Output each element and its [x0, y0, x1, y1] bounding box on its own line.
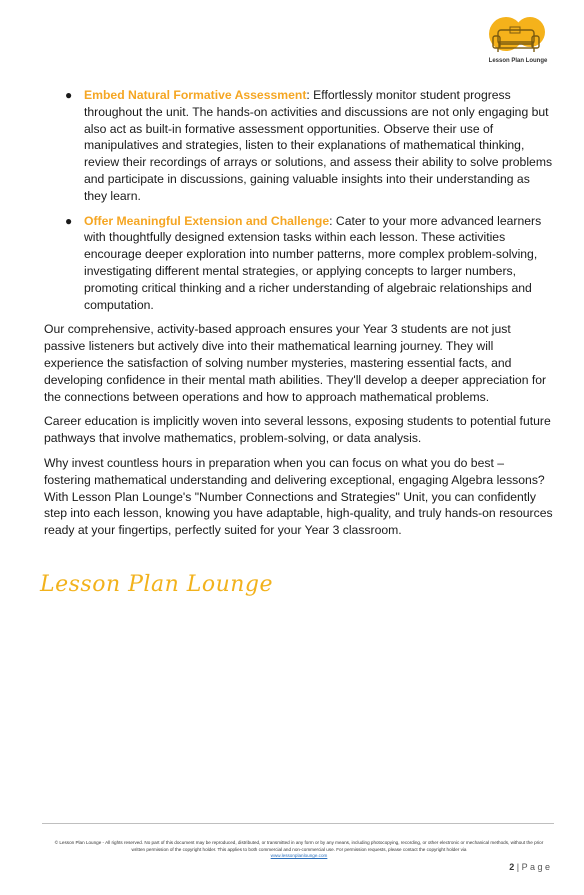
- colon: :: [329, 213, 336, 228]
- page-separator: |: [516, 862, 520, 872]
- copyright-text: © Lesson Plan Lounge - All rights reserved. No part of this document may be reproduced, distributed, or transmitted in any form or by any means, including photocopying, recording, or other electronic or mechanical methods, without the prior written permission of the copyright holder. This applies to both commercial and non-commercial use. For permission requests, please contact the copyright holder via: [54, 840, 544, 852]
- page-number: [509, 862, 550, 872]
- bullet-title: Offer Meaningful Extension and Challenge: [84, 213, 330, 228]
- bullet-list: [44, 87, 554, 313]
- colon: :: [306, 88, 314, 102]
- paragraph: Why invest countless hours in preparation when you can focus on what you do best – fostering mathematical understanding and delivering exceptional, engaging Algebra lessons? With Lesson Plan Lounge's "Number Connections and Strategies" Unit, you can confidently step into each lesson, knowing you have adaptable, high-quality, and truly hands-on resources ready at your fingertips, perfectly suited for your Year 3 classroom.: [44, 455, 553, 538]
- bullet-text: Effortlessly monitor student progress throughout the unit. The hands-on activities and discussions are not only engaging but also act as built-in formative assessment opportunities. Observe their use of manipulatives and strategies, listen to their explanations of mathematical thinking, review their recordings of arrays or solutions, and assess their ability to solve problems and participate in discussions, gaining valuable insights into their understanding as they learn.: [84, 88, 553, 203]
- signature: Lesson Plan Lounge: [40, 572, 274, 597]
- page-number-value: 2: [509, 862, 515, 872]
- bullet-text: Cater to your more advanced learners with thoughtfully designed extension tasks within each lesson. These activities encourage deeper exploration into number patterns, more complex problem-solving, investigating different mental strategies, or applying concepts to larger numbers, promoting critical thinking and a richer understanding of algebraic relationships and computation.: [84, 213, 542, 312]
- logo-caption: Lesson Plan Lounge: [488, 58, 548, 64]
- footer-divider: [42, 823, 554, 824]
- document-body: [44, 87, 554, 547]
- paragraph: Our comprehensive, activity-based approach ensures your Year 3 students are not just passive listeners but actively dive into their mathematical learning journey. They will experience the satisfaction of solving number mysteries, mastering essential facts, and developing confidence in their mental math abilities. They'll develop a deeper appreciation for the connections between operations and how to approach mathematical problems.: [44, 322, 547, 404]
- footer-website-link[interactable]: www.lessonplanlounge.com: [270, 853, 328, 859]
- bullet-icon: ●: [65, 88, 73, 102]
- bullet-title: Embed Natural Formative Assessment: [84, 88, 307, 102]
- paragraph: Career education is implicitly woven into several lessons, exposing students to potential future pathways that involve mathematics, problem-solving, or data analysis.: [44, 414, 551, 446]
- bullet-icon: ●: [65, 213, 73, 228]
- footer-copyright: [50, 840, 548, 860]
- list-item: [44, 213, 554, 314]
- page-label: P a g e: [521, 862, 550, 872]
- list-item: [44, 87, 554, 205]
